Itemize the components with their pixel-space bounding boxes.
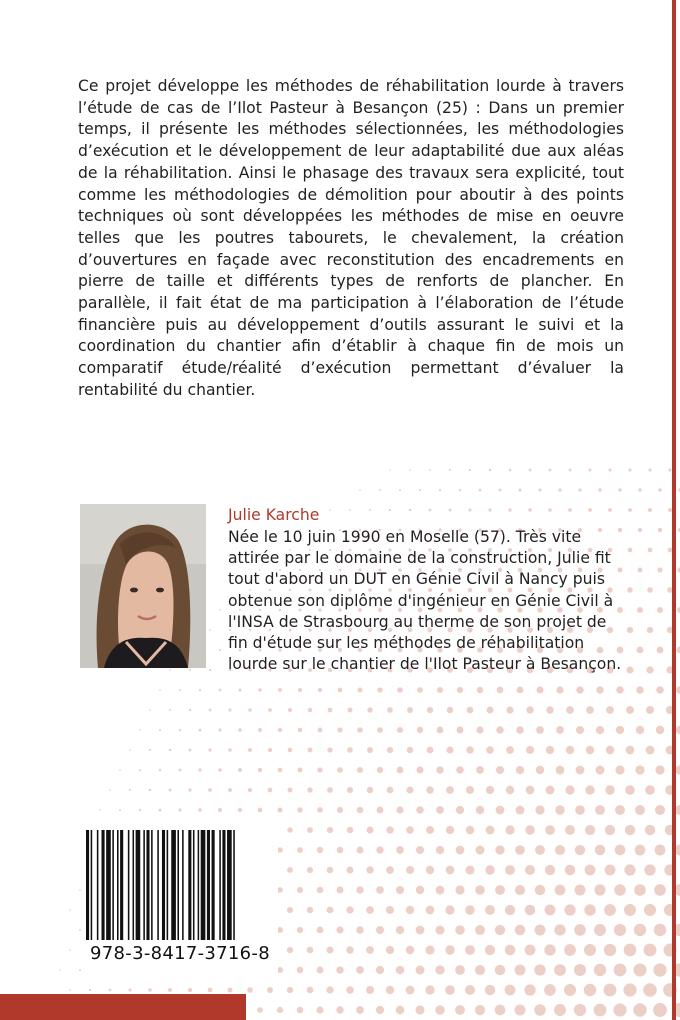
isbn-number: 978-3-8417-3716-8	[90, 943, 270, 964]
author-photo	[80, 504, 206, 668]
isbn-barcode	[82, 825, 278, 975]
book-summary: Ce projet développe les méthodes de réhabilitation lourde à travers l’étude de cas de l’Ilot Pasteur à Besançon (25) : Dans un premier temps, il présente les méthodes sélectionnées, les méthodologies d’exécution et le développement de leur adaptabilité due aux aléas de la réhabilitation. Ainsi le phasage des travaux sera explicité, tout comme les méthodologies de démolition pour aboutir à des points techniques où sont développées les méthodes de mise en oeuvre telles que les poutres tabourets, le chevalement, la création d’ouvertures en façade avec reconstitution des encadrements en pierre de taille et différents types de renforts de plancher. En parallèle, il fait état de ma participation à l’élaboration de l’étude financière puis au développement d’outils assurant le suivi et la coordination du chantier afin d’établir à chaque fin de mois un comparatif étude/réalité d’exécution permettant d’évaluer la rentabilité du chantier.	[78, 77, 624, 399]
bottom-accent-bar	[0, 994, 246, 1020]
right-edge-rule	[672, 0, 676, 1020]
author-bio: Née le 10 juin 1990 en Moselle (57). Très vite attirée par le domaine de la construction, Julie fit tout d'abord un DUT en Génie Civil à Nancy puis obtenue son diplôme d'ingénieur en Génie Civil à l'INSA de Strasbourg au therme de son projet de fin d'étude sur les méthodes de réhabilitation lourde sur le chantier de l'Ilot Pasteur à Besançon.	[228, 528, 622, 674]
barcode-bars	[86, 830, 274, 940]
author-name: Julie Karche	[228, 506, 320, 524]
